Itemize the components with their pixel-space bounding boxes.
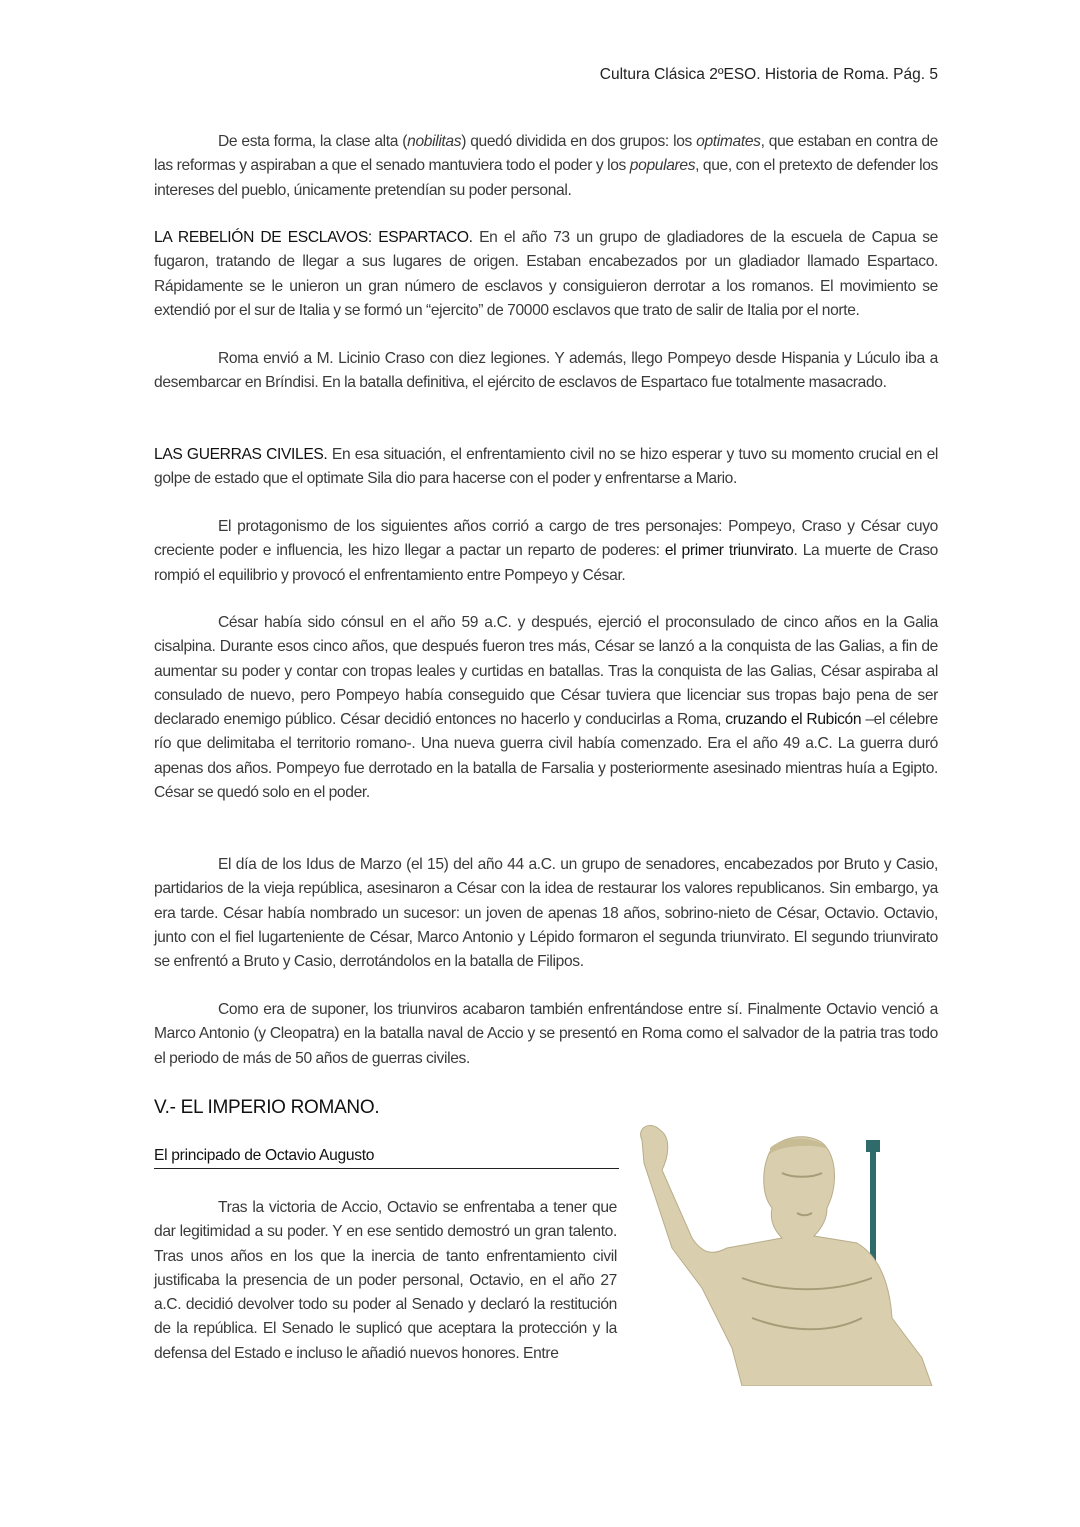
italic-term: optimates: [696, 133, 761, 150]
augustus-statue-image: [632, 1118, 942, 1386]
italic-term: nobilitas: [407, 133, 462, 150]
section-heading: V.- EL IMPERIO ROMANO.: [154, 1097, 380, 1118]
text: , que, con el pretexto de defender los intereses del pueblo, únicamente pretendían su poder personal.: [154, 157, 938, 199]
text: De esta forma, la clase alta (: [218, 133, 408, 150]
text: . La muerte de Craso rompió el equilibrio y provocó el enfrentamiento entre Pompeyo y César.: [154, 542, 938, 584]
paragraph-craso: Roma envió a M. Licinio Craso con diez legiones. Y además, llego Pompeyo desde Hispania y Lúculo iba a desembarcar en Bríndisi. En la batalla definitiva, el ejército de esclavos de Espartaco fue totalmente masacrado.: [154, 350, 938, 392]
text: , que estaban en contra de las reformas y aspiraban a que el senado mantuviera todo el poder y los: [154, 133, 938, 175]
paragraph-nobilitas: [154, 130, 938, 203]
section-title-espartaco: LA REBELIÓN DE ESCLAVOS: ESPARTACO.: [154, 229, 473, 246]
paragraph-augusto: Tras la victoria de Accio, Octavio se enfrentaba a tener que dar legitimidad a su poder. Y en ese sentido demostró un gran talento. Tras unos años en los que la inercia de tanto enfrentamiento civil justificaba la presencia de un poder personal, Octavio, en el año 27 a.C. decidió devolver todo su poder al Senado y declaró la restitución de la república. El Senado le suplicó que aceptara la protección y la defensa del Estado e incluso le añadió nuevos honores. Entre: [154, 1199, 617, 1362]
paragraph-triunviros: Como era de suponer, los triunviros acabaron también enfrentándose entre sí. Finalmente Octavio venció a Marco Antonio (y Cleopatra) en la batalla naval de Accio y se presentó en Roma como el salvador de la patria tras todo el periodo de más de 50 años de guerras civiles.: [154, 1001, 938, 1067]
paragraph-triunvirato: [154, 515, 938, 588]
text: En esa situación, el enfrentamiento civil no se hizo esperar y tuvo su momento crucial en el golpe de estado que el optimate Sila dio para hacerse con el poder y enfrentarse a Mario.: [154, 446, 939, 488]
paragraph-idus-marzo: El día de los Idus de Marzo (el 15) del año 44 a.C. un grupo de senadores, encabezados por Bruto y Casio, partidarios de la vieja república, asesinaron a César con la idea de restaurar los valores republicanos. Sin embargo, ya era tarde. César había nombrado un sucesor: un joven de apenas 18 años, sobrino-nieto de César, Octavio. Octavio, junto con el fiel lugarteniente de César, Marco Antonio y Lépido formaron el segunda triunvirato. El segundo triunvirato se enfrentó a Bruto y Casio, derrotándolos en la batalla de Filipos.: [154, 856, 938, 971]
text: El protagonismo de los siguientes años corrió a cargo de tres personajes: Pompeyo, Craso y César cuyo creciente poder e influencia, les hizo llegar a pactar un reparto de poderes:: [154, 518, 938, 560]
text: –el célebre río que delimitaba el territorio romano-. Una nueva guerra civil había comenzado. Era el año 49 a.C. La guerra duró apenas dos años. Pompeyo fue derrotado en la batalla de Farsalia y posteriormente asesinado mientras huía a Egipto. César se quedó solo en el poder.: [154, 711, 938, 802]
paragraph-cesar: [154, 611, 938, 805]
paragraph-espartaco: [154, 226, 938, 323]
page-header: Cultura Clásica 2ºESO. Historia de Roma. Pág. 5: [599, 66, 938, 83]
highlight-term: cruzando el Rubicón: [725, 711, 862, 729]
subsection-heading: El principado de Octavio Augusto: [154, 1147, 619, 1169]
section-title-guerras-civiles: LAS GUERRAS CIVILES.: [154, 446, 328, 463]
text: César había sido cónsul en el año 59 a.C. y después, ejerció el proconsulado de cinco años en la Galia cisalpina. Durante esos cinco años, que después fueron tres más, César se lanzó a la conquista de las Galias, a fin de aumentar su poder y contar con tropas leales y curtidas en batallas. Tras la conquista de las Galias, César aspiraba al consulado de nuevo, pero Pompeyo había conseguido que César tuviera que licenciar sus tropas bajo pena de ser declarado enemigo público. César decidió entonces no hacerlo y conducirlas a Roma,: [154, 614, 938, 729]
text: En el año 73 un grupo de gladiadores de la escuela de Capua se fugaron, tratando de llegar a sus lugares de origen. Estaban encabezados por un gladiador llamado Espartaco. Rápidamente se le unieron un gran número de esclavos y consiguieron derrotar a los romanos. El movimiento se extendió por el sur de Italia y se formó un “ejercito” de 70000 esclavos que trato de salir de Italia por el norte.: [154, 229, 938, 319]
italic-term: populares: [629, 157, 696, 175]
text: ) quedó dividida en dos grupos: los: [461, 133, 697, 150]
paragraph-guerras-civiles: [154, 443, 938, 492]
highlight-term: el primer triunvirato: [664, 542, 794, 560]
